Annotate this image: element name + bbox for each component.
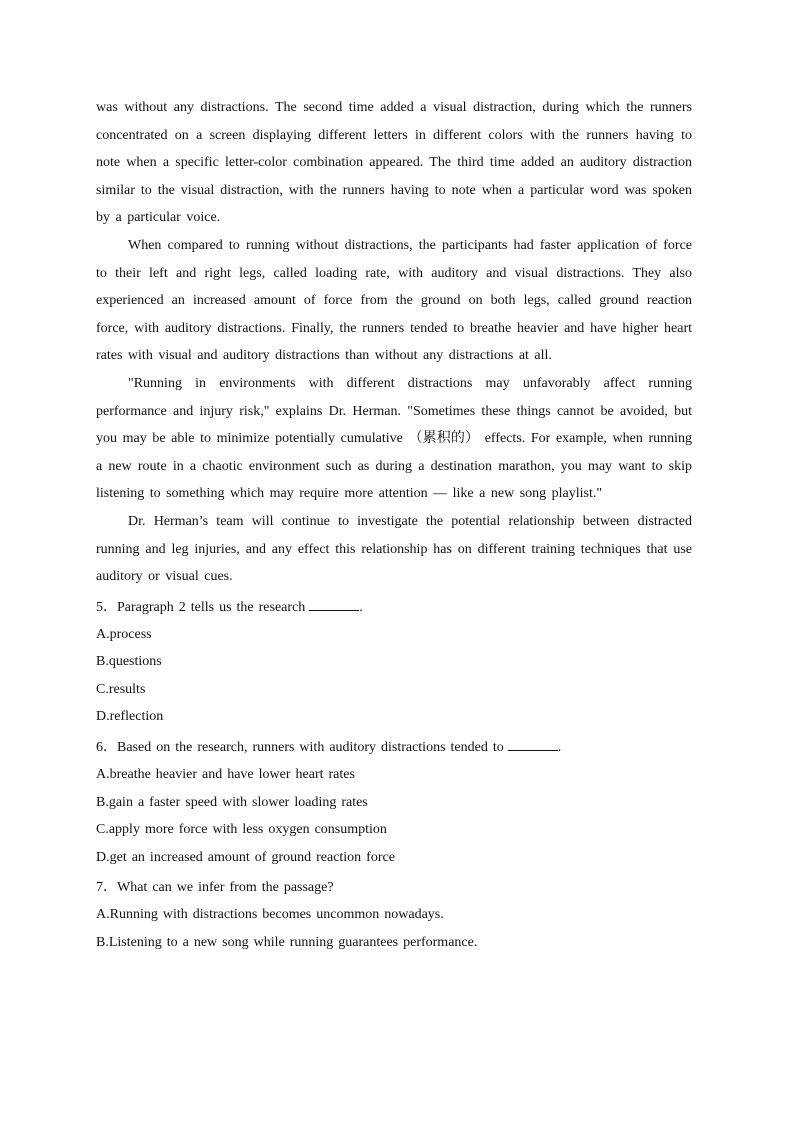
option-b: B.gain a faster speed with slower loading rates <box>96 794 368 810</box>
question-stem <box>96 734 692 761</box>
question-6 <box>96 734 692 871</box>
answer-blank <box>508 736 558 751</box>
answer-blank <box>309 596 359 611</box>
question-number: 6． <box>96 740 117 756</box>
question-text: Paragraph 2 tells us the research <box>117 599 306 615</box>
question-5 <box>96 594 692 731</box>
option-d: D.reflection <box>96 709 164 725</box>
option-b: B.questions <box>96 654 162 670</box>
document-page <box>96 94 692 957</box>
passage-paragraph-2: When compared to running without distractions, the participants had faster application of force to their left and right legs, called loading rate, with auditory and visual distractions. They also experienced an increased amount of force from the ground on both legs, called ground reaction force, with auditory distractions. Finally, the runners tended to breathe heavier and have higher heart rates with visual and auditory distractions than without any distractions at all. <box>96 237 692 364</box>
option-c: C.apply more force with less oxygen consumption <box>96 822 387 838</box>
question-number: 5． <box>96 599 117 615</box>
question-7 <box>96 874 692 956</box>
passage-paragraph-1: was without any distractions. The second time added a visual distraction, during which the runners concentrated on a screen displaying different letters in different colors with the runners having to note when a specific letter-color combination appeared. The third time added an auditory distraction similar to the visual distraction, with the runners having to note when a particular word was spoken by a particular voice. <box>96 100 692 226</box>
option-a: A.Running with distractions becomes uncommon nowadays. <box>96 907 444 923</box>
question-stem <box>96 874 692 901</box>
chinese-gloss: （累积的） <box>408 430 480 447</box>
question-stem <box>96 594 692 621</box>
paragraph-3-text-start: "Running in environments with different distractions may unfavorably affect running performance and injury risk," explains Dr. Herman. "Sometimes these things cannot be avoided, but you may be able to minimize potentially cumulative <box>96 375 692 447</box>
option-a: A.breathe heavier and have lower heart rates <box>96 767 355 783</box>
passage-paragraph-3 <box>96 370 692 508</box>
passage-paragraph-4: Dr. Herman’s team will continue to investigate the potential relationship between distracted running and leg injuries, and any effect this relationship has on different training techniques that use auditory or visual cues. <box>96 513 692 585</box>
option-b: B.Listening to a new song while running guarantees performance. <box>96 935 478 951</box>
option-c: C.results <box>96 681 146 697</box>
question-number: 7． <box>96 880 117 896</box>
paragraph-3-text-end: effects. For example, when running a new route in a chaotic environment such as during a destination marathon, you may want to skip listening to something which may require more attention — like a new song playlist." <box>96 431 693 502</box>
option-a: A.process <box>96 626 152 642</box>
question-text: What can we infer from the passage? <box>117 880 334 896</box>
question-end: . <box>359 599 363 615</box>
option-d: D.get an increased amount of ground reaction force <box>96 849 395 865</box>
question-end: . <box>557 740 562 756</box>
question-text: Based on the research, runners with auditory distractions tended to <box>117 740 504 756</box>
